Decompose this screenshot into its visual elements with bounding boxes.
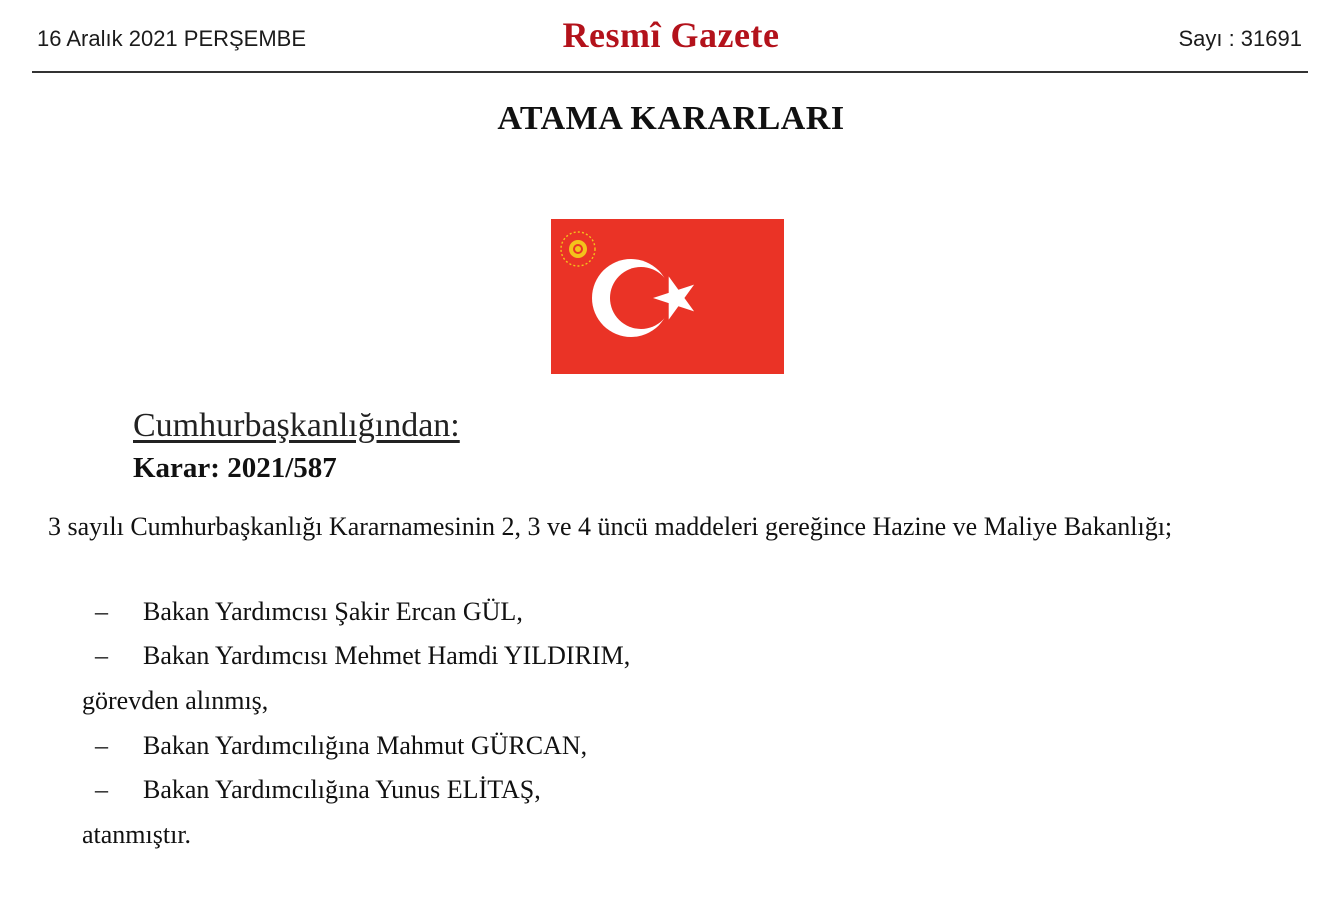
- list-dash: –: [95, 641, 108, 670]
- list-item: [95, 641, 630, 671]
- masthead-title: Resmî Gazete: [562, 15, 780, 55]
- intro-paragraph: 3 sayılı Cumhurbaşkanlığı Kararnamesinin 2, 3 ve 4 üncü maddeleri gereğince Hazine ve Maliye Bakanlığı;: [48, 512, 1173, 541]
- issuing-authority: Cumhurbaşkanlığından:: [133, 407, 460, 444]
- issue-number: Sayı : 31691: [1178, 26, 1302, 51]
- turkish-flag-icon: [551, 219, 784, 374]
- list-item-text: Bakan Yardımcısı Şakir Ercan GÜL,: [143, 597, 523, 626]
- publication-date: 16 Aralık 2021 PERŞEMBE: [37, 26, 307, 51]
- list-dash: –: [95, 731, 108, 760]
- list-item: [95, 597, 523, 627]
- list-item: [95, 731, 587, 761]
- list-item: [95, 775, 541, 805]
- list-dash: –: [95, 597, 108, 626]
- appointed-suffix: atanmıştır.: [82, 820, 192, 849]
- page-title: ATAMA KARARLARI: [497, 100, 845, 137]
- list-item-text: Bakan Yardımcılığına Yunus ELİTAŞ,: [143, 775, 541, 804]
- removed-suffix: görevden alınmış,: [82, 686, 269, 715]
- list-dash: –: [95, 775, 108, 804]
- header-divider: [32, 71, 1308, 73]
- list-item-text: Bakan Yardımcılığına Mahmut GÜRCAN,: [143, 731, 588, 760]
- list-item-text: Bakan Yardımcısı Mehmet Hamdi YILDIRIM,: [143, 641, 631, 670]
- decision-number: Karar: 2021/587: [133, 452, 337, 484]
